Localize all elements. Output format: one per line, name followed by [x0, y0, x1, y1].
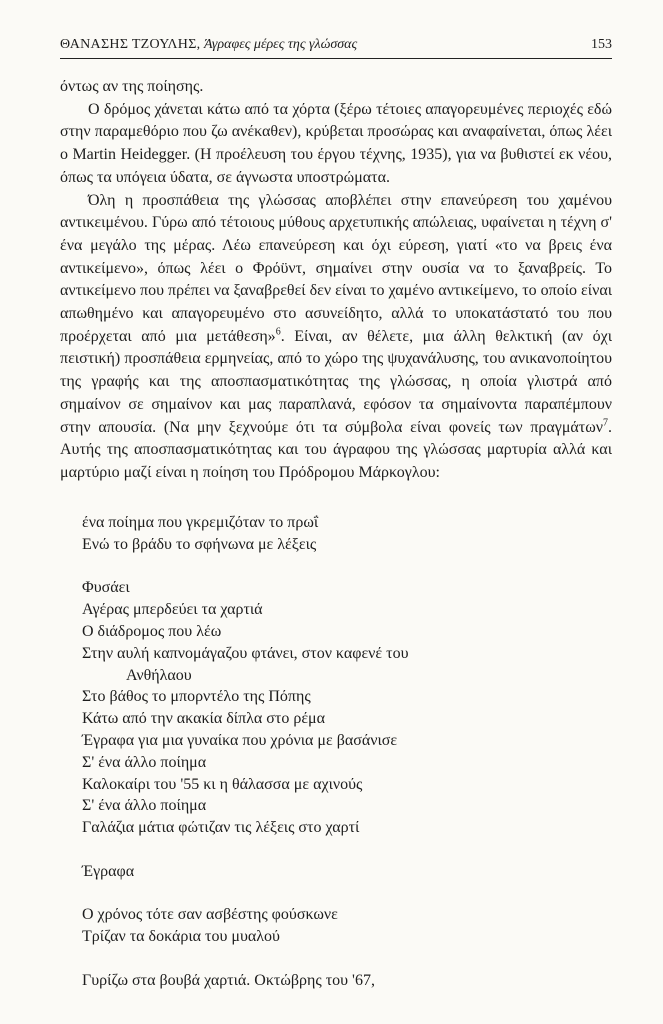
prose-body [60, 76, 612, 485]
poem-line: Κάτω από την ακακία δίπλα στο ρέμα [82, 710, 326, 728]
poem-line: Σ' ένα άλλο ποίημα [82, 753, 207, 771]
poem-line: Στην αυλή καπνομάγαζου φτάνει, στον καφενέ του [82, 644, 409, 662]
poem-line: Έγραφα για μια γυναίκα που χρόνια με βασάνισε [82, 731, 398, 749]
stanza-break [82, 948, 602, 970]
poem-line: Γαλάζια μάτια φώτιζαν τις λέξεις στο χαρτί [82, 819, 360, 837]
paragraph-2-part-a: Όλη η προσπάθεια της γλώσσας αποβλέπει στην επανεύρεση του χαμένου αντικειμένου. Γύρω από τέτοιους μύθους αρχετυπικής απώλειας, υφαίνεται η τέχνη σ' ένα μεγάλο της μέρας. Λέω επανεύρεση και όχι εύρεση, γιατί «το να βρεις ένα αντικείμενο», όπως λέει ο Φρόϋντ, σημαίνει στην ουσία να το ξαναβρείς. Το αντικείμενο που πρέπει να ξαναβρεθεί δεν είναι το χαμένο αντικείμενο, το οποίο είναι απωθημένο και απαγορευμένο στο ασυνείδητο, αλλά το υποκατάστατό του που προέρχεται από μια μετάθεση» [60, 191, 612, 345]
poem-line: Ο χρόνος τότε σαν ασβέστης φούσκωνε [82, 906, 338, 924]
poem-line: Καλοκαίρι του '55 κι η θάλασσα με αχινούς [82, 775, 363, 793]
poem-line: Ο διάδρομος που λέω [82, 622, 222, 640]
header-author: ΘΑΝΑΣΗΣ ΤΖΟΥΛΗΣ, [60, 37, 201, 52]
stanza-break [82, 883, 602, 905]
poem-line: Γυρίζω στα βουβά χαρτιά. Οκτώβρης του '67, [82, 971, 375, 989]
poem-line: Στο βάθος το μπορντέλο της Πόπης [82, 688, 311, 706]
running-header [60, 36, 612, 59]
paragraph-1: Ο δρόμος χάνεται κάτω από τα χόρτα (ξέρω τέτοιες απαγορευμένες περιοχές εδώ στην παραμεθόριο που ζω ανέκαθεν), κρύβεται προσώρας και αναφαίνεται, όπως λέει ο Martin Heidegger. (Η προέλευση του έργου τέχνης, 1935), για να βυθιστεί εκ νέου, όπως τα υπόγεια ύδατα, σε άγνωστα υποστρώματα. [60, 100, 612, 186]
footnote-ref-7[interactable]: 7 [603, 417, 608, 429]
poem-line: Φυσάει [82, 579, 130, 597]
poem-line: Έγραφα [82, 862, 135, 880]
poem-quote [82, 512, 602, 992]
poem-line: Σ' ένα άλλο ποίημα [82, 797, 207, 815]
paragraph-2 [60, 190, 612, 485]
paragraph-2-part-b: . Είναι, αν θέλετε, μια άλλη θελκτική (αν όχι πειστική) προσπάθεια ερμηνείας, από το χώρο της ψυχανάλυσης, του ανικανοποίητου της γραφής και της αποσπασματικότητας της γλώσσας, η οποία γλιστρά από σημαίνον σε σημαίνον και μας παραπλανά, εφόσον τα σημαίνοντα παραπέμπουν στην απουσία. (Να μην ξεχνούμε ότι τα σύμβολα είναι φονείς των πραγμάτων [60, 327, 612, 436]
stanza-break [82, 839, 602, 861]
poem-line: ένα ποίημα που γκρεμιζόταν το πρωΐ [82, 514, 319, 531]
poem-line: Αγέρας μπερδεύει τα χαρτιά [82, 601, 263, 619]
poem-line: Ενώ το βράδυ το σφήνωνα με λέξεις [82, 535, 317, 553]
header-left [60, 36, 357, 54]
footnote-ref-6[interactable]: 6 [275, 326, 281, 338]
poem-line-continuation: Ανθήλαου [126, 666, 192, 684]
stanza-break [82, 556, 602, 578]
paragraph-2-part-c: . Αυτής της αποσπασματικότητας και του άγραφου της γλώσσας μαρτυρία αλλά και μαρτύριο μαζί είναι η ποίηση του Πρόδρομου Μάρκογλου: [60, 418, 612, 481]
poem-line: Τρίζαν τα δοκάρια του μυαλού [82, 928, 280, 946]
paragraph-0: όντως αν της ποίησης. [60, 78, 204, 95]
header-book-title: Άγραφες μέρες της γλώσσας [203, 37, 358, 52]
page-number: 153 [591, 37, 612, 52]
